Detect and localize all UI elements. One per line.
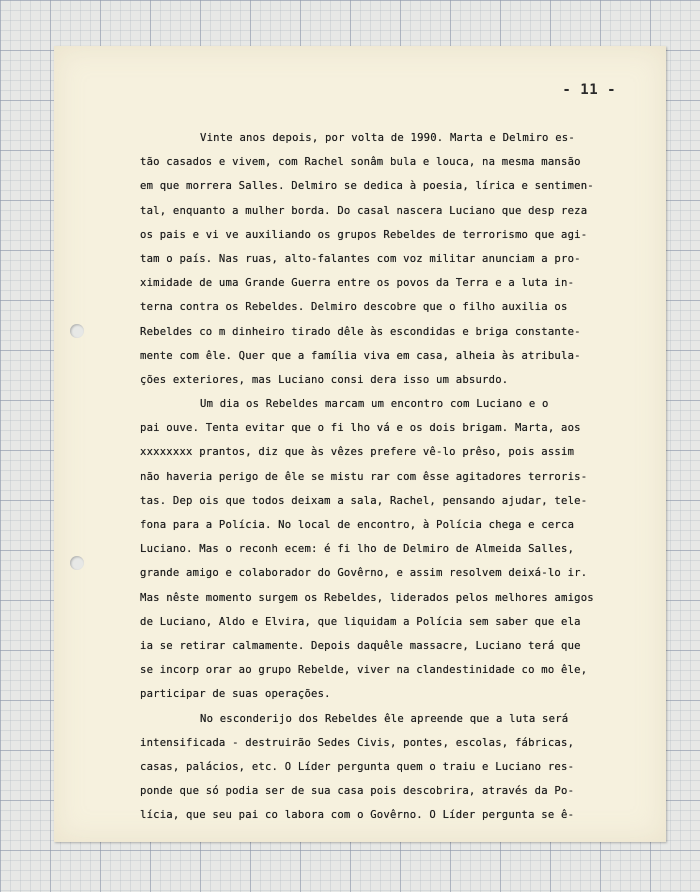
text-line: tas. Dep ois que todos deixam a sala, Rachel, pensando ajudar, tele- bbox=[140, 494, 588, 507]
text-line: No esconderijo dos Rebeldes êle apreende que a luta será bbox=[200, 712, 569, 725]
text-line: terna contra os Rebeldes. Delmiro descobre que o filho auxilia os bbox=[140, 301, 568, 314]
text-line: Mas nêste momento surgem os Rebeldes, liderados pelos melhores amigos bbox=[140, 591, 594, 604]
text-line: tal, enquanto a mulher borda. Do casal nascera Luciano que desp reza bbox=[140, 204, 588, 217]
typewritten-page bbox=[54, 46, 666, 842]
text-line: ximidade de uma Grande Guerra entre os povos da Terra e a luta in- bbox=[140, 277, 575, 290]
text-line: tam o país. Nas ruas, alto-falantes com voz militar anunciam a pro- bbox=[140, 252, 581, 265]
text-line: intensificada - destruirão Sedes Civis, pontes, escolas, fábricas, bbox=[140, 736, 575, 749]
text-line: pai ouve. Tenta evitar que o fi lho vá e os dois brigam. Marta, aos bbox=[140, 422, 581, 435]
text-line: mente com êle. Quer que a família viva em casa, alheia às atribula- bbox=[140, 349, 581, 362]
text-line: ponde que só podia ser de sua casa pois descobrira, através da Po- bbox=[140, 785, 575, 798]
text-line: grande amigo e colaborador do Govêrno, e assim resolvem deixá-lo ir. bbox=[140, 567, 588, 580]
text-line: Rebeldes co m dinheiro tirado dêle às escondidas e briga constante- bbox=[140, 325, 581, 338]
text-line: ia se retirar calmamente. Depois daquêle massacre, Luciano terá que bbox=[140, 639, 581, 652]
text-line: fona para a Polícia. No local de encontro, à Polícia chega e cerca bbox=[140, 519, 575, 531]
text-line: Vinte anos depois, por volta de 1990. Marta e Delmiro es- bbox=[200, 132, 575, 144]
text-line: não haveria perigo de êle se mistu rar com êsse agitadores terroris- bbox=[140, 470, 588, 483]
text-line: casas, palácios, etc. O Líder pergunta quem o traiu e Luciano res- bbox=[140, 760, 575, 773]
text-line: os pais e vi ve auxiliando os grupos Rebeldes de terrorismo que agi- bbox=[140, 228, 588, 241]
text-line: Um dia os Rebeldes marcam um encontro com Luciano e o bbox=[200, 398, 549, 411]
text-line: em que morrera Salles. Delmiro se dedica à poesia, lírica e sentimen- bbox=[140, 180, 594, 193]
body-text bbox=[140, 126, 640, 827]
text-line: ções exteriores, mas Luciano consi dera isso um absurdo. bbox=[140, 373, 509, 386]
text-line: de Luciano, Aldo e Elvira, que liquidam a Polícia sem saber que ela bbox=[140, 615, 581, 628]
text-line: se incorp orar ao grupo Rebelde, viver na clandestinidade co mo êle, bbox=[140, 664, 588, 677]
text-line: xxxxxxxx prantos, diz que às vêzes prefere vê-lo prêso, pois assim bbox=[140, 446, 575, 459]
text-line: Luciano. Mas o reconh ecem: é fi lho de Delmiro de Almeida Salles, bbox=[140, 543, 575, 556]
punch-hole-bottom bbox=[70, 556, 84, 570]
page-number: - 11 - bbox=[562, 82, 616, 98]
text-line: participar de suas operações. bbox=[140, 688, 331, 701]
text-line: tão casados e vivem, com Rachel sonâm bula e louca, na mesma mansão bbox=[140, 156, 581, 169]
text-line: lícia, que seu pai co labora com o Govêrno. O Líder pergunta se ê- bbox=[140, 809, 575, 822]
punch-hole-top bbox=[70, 324, 84, 338]
